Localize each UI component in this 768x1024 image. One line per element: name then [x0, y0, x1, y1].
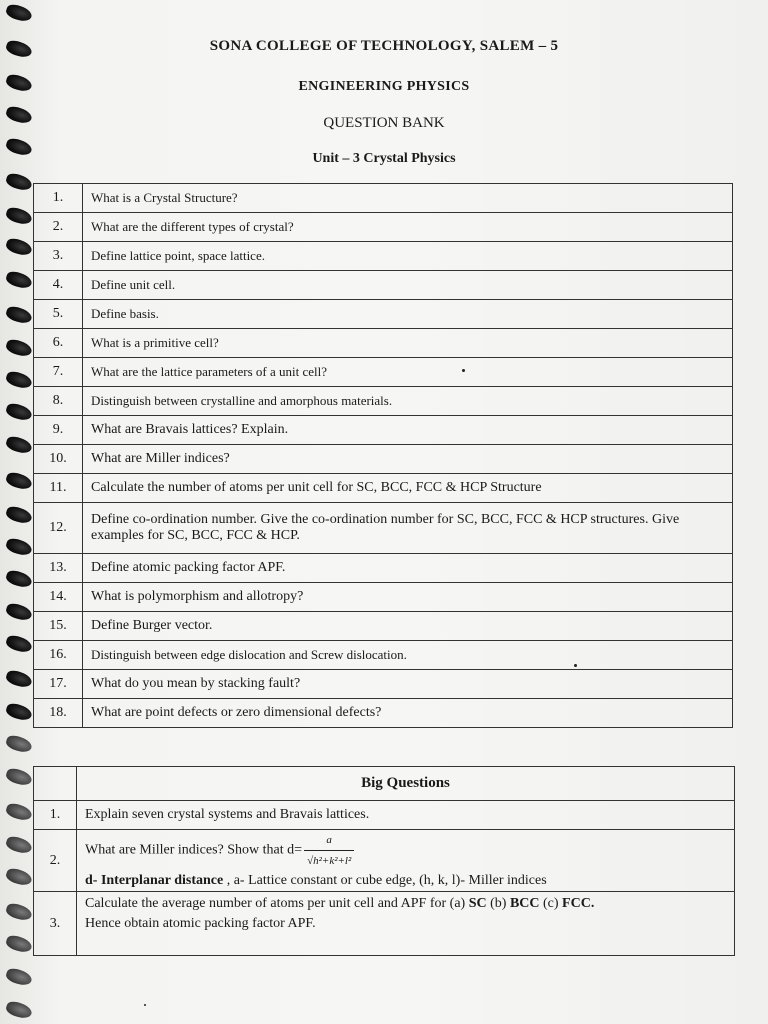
question-number: 8.: [34, 387, 83, 416]
binding-ring: [4, 668, 33, 689]
table-row: [34, 641, 733, 670]
question-text: What are point defects or zero dimensional defects?: [83, 699, 733, 728]
binding-ring: [4, 601, 33, 622]
binding-ring: [4, 236, 33, 257]
table-row: [34, 271, 733, 300]
question-text-part: BCC: [509, 896, 540, 911]
question-text: What are Bravais lattices? Explain.: [83, 416, 733, 445]
question-text-part: Hence obtain atomic packing factor APF.: [85, 916, 316, 931]
binding-ring: [4, 304, 33, 325]
question-number: 9.: [34, 416, 83, 445]
binding-ring: [4, 866, 33, 887]
question-text: What is a primitive cell?: [83, 329, 733, 358]
question-text: Define Burger vector.: [83, 612, 733, 641]
binding-ring: [4, 401, 33, 422]
table-row: [34, 583, 733, 612]
subject-title: ENGINEERING PHYSICS: [298, 79, 470, 94]
table-row: [34, 830, 735, 892]
question-number: 7.: [34, 358, 83, 387]
question-number: 11.: [34, 474, 83, 503]
college-title: SONA COLLEGE OF TECHNOLOGY, SALEM – 5: [209, 38, 559, 54]
binding-ring: [4, 337, 33, 358]
binding-ring: [4, 933, 33, 954]
formula-numerator: a: [304, 830, 354, 851]
ink-speck: [574, 664, 577, 667]
question-number: 17.: [34, 670, 83, 699]
question-number: 2.: [34, 213, 83, 242]
table-row: [34, 387, 733, 416]
binding-ring: [4, 701, 33, 722]
question-text: Define unit cell.: [83, 271, 733, 300]
question-text: What are the different types of crystal?: [83, 213, 733, 242]
question-number: 1.: [34, 801, 77, 830]
table-row: [34, 184, 733, 213]
binding-ring: [4, 269, 33, 290]
question-number: 13.: [34, 554, 83, 583]
table-row: [34, 612, 733, 641]
table-row: [34, 474, 733, 503]
binding-ring: [4, 470, 33, 491]
table-row: [34, 329, 733, 358]
table-row: [34, 213, 733, 242]
binding-ring: [4, 568, 33, 589]
question-text: Define atomic packing factor APF.: [83, 554, 733, 583]
question-text-part: d- Interplanar distance: [85, 873, 224, 888]
question-text-part: SC: [468, 896, 487, 911]
table-row: [34, 892, 735, 956]
table-row: [34, 242, 733, 271]
question-number: 15.: [34, 612, 83, 641]
question-number: 1.: [34, 184, 83, 213]
question-text: Define co-ordination number. Give the co-ordination number for SC, BCC, FCC & HCP structures. Give examples for SC, BCC, FCC & HCP.: [83, 503, 733, 554]
table-row: [34, 554, 733, 583]
question-number: 4.: [34, 271, 83, 300]
question-text: [77, 892, 735, 956]
question-number: 12.: [34, 503, 83, 554]
question-bank-title: QUESTION BANK: [323, 115, 445, 131]
question-text-part: , a- Lattice constant or cube edge, (h, k, l)- Miller indices: [223, 873, 547, 888]
ink-speck: [144, 1004, 146, 1006]
table-row: [34, 801, 735, 830]
binding-ring: [4, 369, 33, 390]
question-text: Define lattice point, space lattice.: [83, 242, 733, 271]
binding-ring: [4, 966, 33, 987]
binding-ring: [4, 2, 33, 23]
table-row: [34, 503, 733, 554]
binding-ring: [4, 536, 33, 557]
table-row: [34, 670, 733, 699]
binding-ring: [4, 205, 33, 226]
binding-ring: [4, 171, 33, 192]
question-text: Distinguish between edge dislocation and Screw dislocation.: [83, 641, 733, 670]
question-number: 2.: [34, 830, 77, 892]
table-row: [34, 445, 733, 474]
binding-ring: [4, 733, 33, 754]
binding-ring: [4, 434, 33, 455]
question-number: 16.: [34, 641, 83, 670]
header-blank-cell: [34, 767, 77, 801]
question-text: Define basis.: [83, 300, 733, 329]
question-number: 3.: [34, 892, 77, 956]
question-text-part: (c): [539, 896, 563, 911]
binding-ring: [4, 801, 33, 822]
question-number: 18.: [34, 699, 83, 728]
question-number: 14.: [34, 583, 83, 612]
table-row: [34, 300, 733, 329]
big-questions-heading: Big Questions: [77, 767, 735, 801]
question-text-part: What are Miller indices? Show that d=: [85, 842, 303, 858]
table-row: [34, 416, 733, 445]
table-row: [34, 358, 733, 387]
question-text: What are the lattice parameters of a unit cell?: [83, 358, 733, 387]
big-questions-table: [33, 766, 735, 956]
questions-table: [33, 183, 733, 728]
binding-ring: [4, 834, 33, 855]
binding-ring: [4, 901, 33, 922]
question-text: What is a Crystal Structure?: [83, 184, 733, 213]
question-number: 6.: [34, 329, 83, 358]
question-text-part: Calculate the average number of atoms per unit cell and APF for (a): [85, 896, 469, 911]
ink-speck: [462, 369, 465, 372]
binding-ring: [4, 999, 33, 1020]
binding-ring: [4, 504, 33, 525]
question-number: 3.: [34, 242, 83, 271]
formula-denominator: √h²+k²+l²: [307, 855, 352, 867]
question-text: What is polymorphism and allotropy?: [83, 583, 733, 612]
miller-formula: [304, 830, 354, 871]
question-text: Distinguish between crystalline and amorphous materials.: [83, 387, 733, 416]
question-text-part: FCC.: [562, 896, 595, 911]
question-text: [77, 830, 735, 892]
binding-ring: [4, 633, 33, 654]
question-number: 5.: [34, 300, 83, 329]
question-text: Calculate the number of atoms per unit cell for SC, BCC, FCC & HCP Structure: [83, 474, 733, 503]
question-number: 10.: [34, 445, 83, 474]
question-text: Explain seven crystal systems and Bravais lattices.: [77, 801, 735, 830]
table-row: [34, 699, 733, 728]
binding-ring: [4, 766, 33, 787]
table-header-row: [34, 767, 735, 801]
question-text-part: (b): [486, 896, 510, 911]
question-text: What are Miller indices?: [83, 445, 733, 474]
question-text: What do you mean by stacking fault?: [83, 670, 733, 699]
unit-title: Unit – 3 Crystal Physics: [312, 151, 456, 166]
